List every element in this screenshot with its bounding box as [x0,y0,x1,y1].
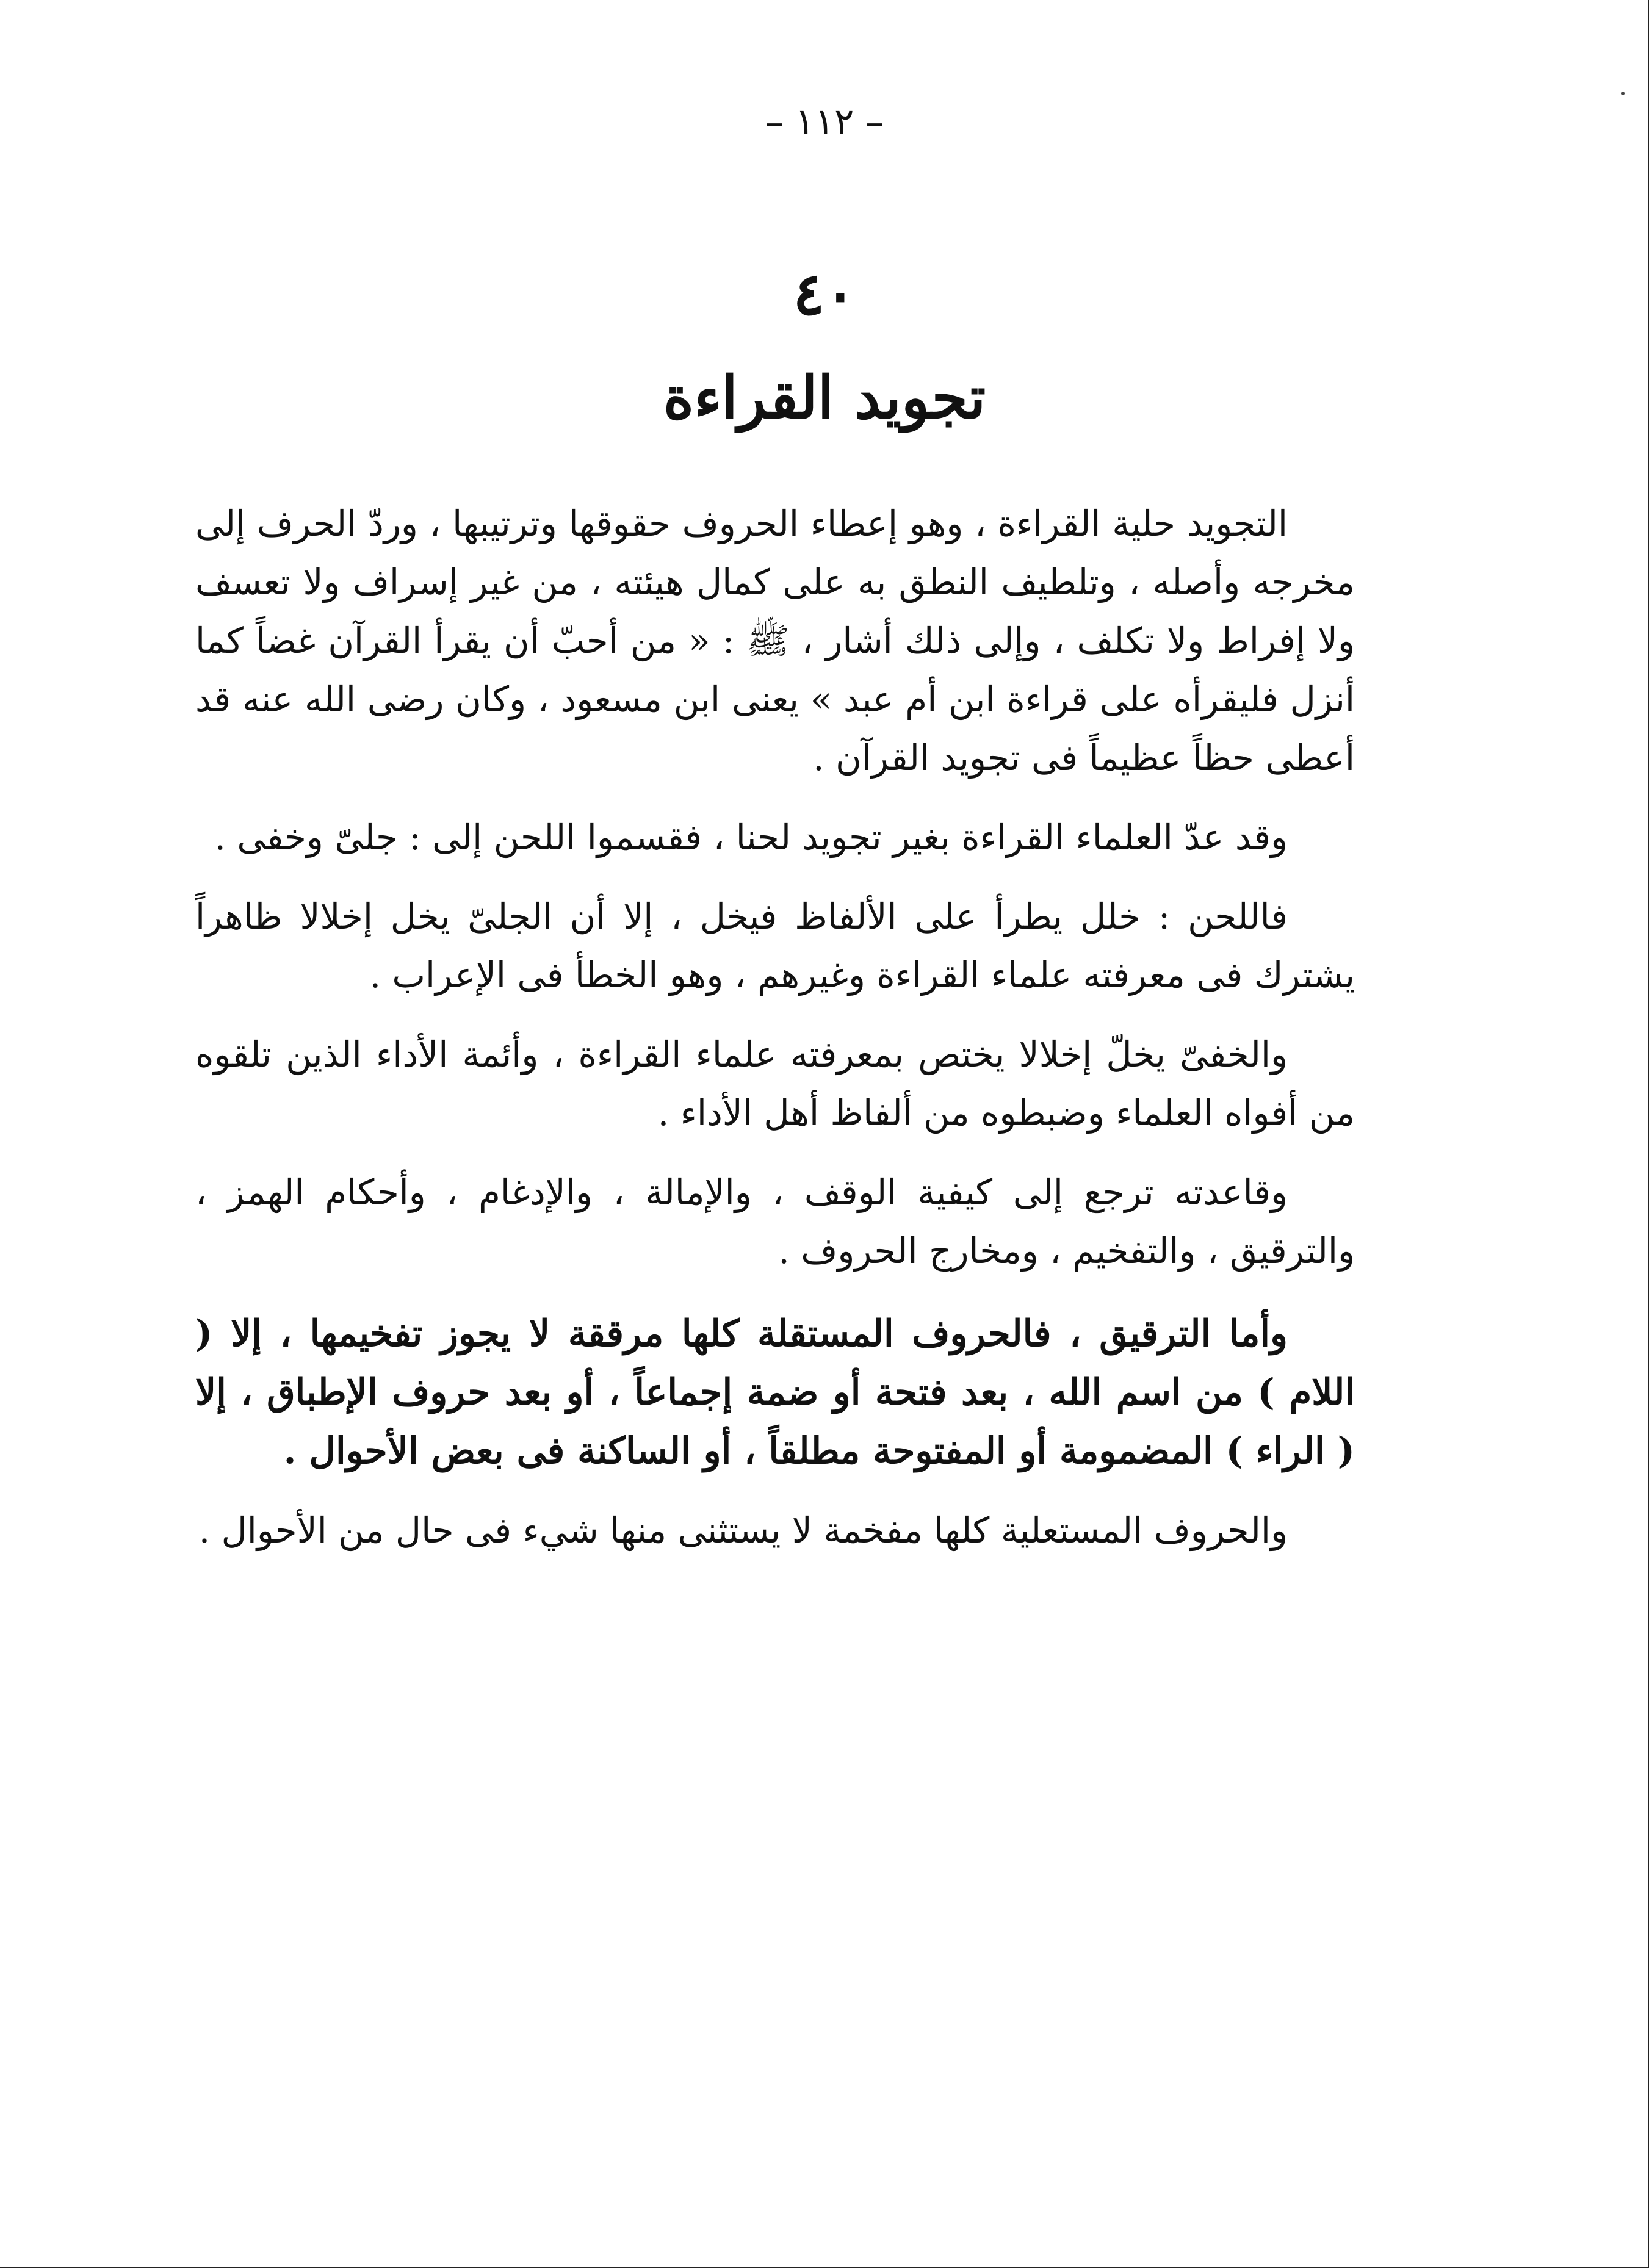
paragraph-tarqeeq: وأما الترقيق ، فالحروف المستقلة كلها مرققة لا يجوز تفخيمها ، إلا ( اللام ) من اسم الله ، بعد فتحة أو ضمة إجماعاً ، أو بعد حروف الإطباق ، إلا ( الراء ) المضمومة أو المفتوحة مطلقاً ، أو الساكنة فى بعض الأحوال . [195,1312,1355,1472]
page-number: – ١١٢ – [765,101,884,143]
paragraph-mustaliya: والحروف المستعلية كلها مفخمة لا يستثنى منها شيء فى حال من الأحوال . [198,1510,1288,1551]
paragraph-lahn-jali: فاللحن : خلل يطرأ على الألفاظ فيخل ، إلا أن الجلىّ يخل إخلالا ظاهراً يشترك فى معرفته علماء القراءة وغيرهم ، وهو الخطأ فى الإعراب . [195,896,1355,996]
paragraph-rules: وقاعدته ترجع إلى كيفية الوقف ، والإمالة ، والإدغام ، وأحكام الهمز ، والترقيق ، والتفخيم ، ومخارج الحروف . [195,1172,1355,1272]
chapter-title: تجويد القراءة [663,363,986,432]
paragraph-lahn-types: وقد عدّ العلماء القراءة بغير تجويد لحنا ، فقسموا اللحن إلى : جلىّ وخفى . [214,816,1288,858]
chapter-number: ٤٠ [793,259,856,328]
scan-speck [1621,92,1625,95]
paragraph-tajweed-definition: التجويد حلية القراءة ، وهو إعطاء الحروف حقوقها وترتيبها ، وردّ الحرف إلى مخرجه وأصله ، وتلطيف النطق به على كمال هيئته ، من غير إسراف ولا تعسف ولا إفراط ولا تكلف ، وإلى ذلك أشار ، ﷺ : « من أحبّ أن يقرأ القرآن غضاً كما أنزل فليقرأه على قراءة ابن أم عبد » يعنى ابن مسعود ، وكان رضى الله عنه قد أعطى حظاً عظيماً فى تجويد القرآن . [195,503,1355,779]
paragraph-lahn-khafi: والخفىّ يخلّ إخلالا يختص بمعرفته علماء القراءة ، وأئمة الأداء الذين تلقوه من أفواه العلماء وضبطوه من ألفاظ أهل الأداء . [195,1034,1355,1134]
body-text [195,494,1355,1580]
